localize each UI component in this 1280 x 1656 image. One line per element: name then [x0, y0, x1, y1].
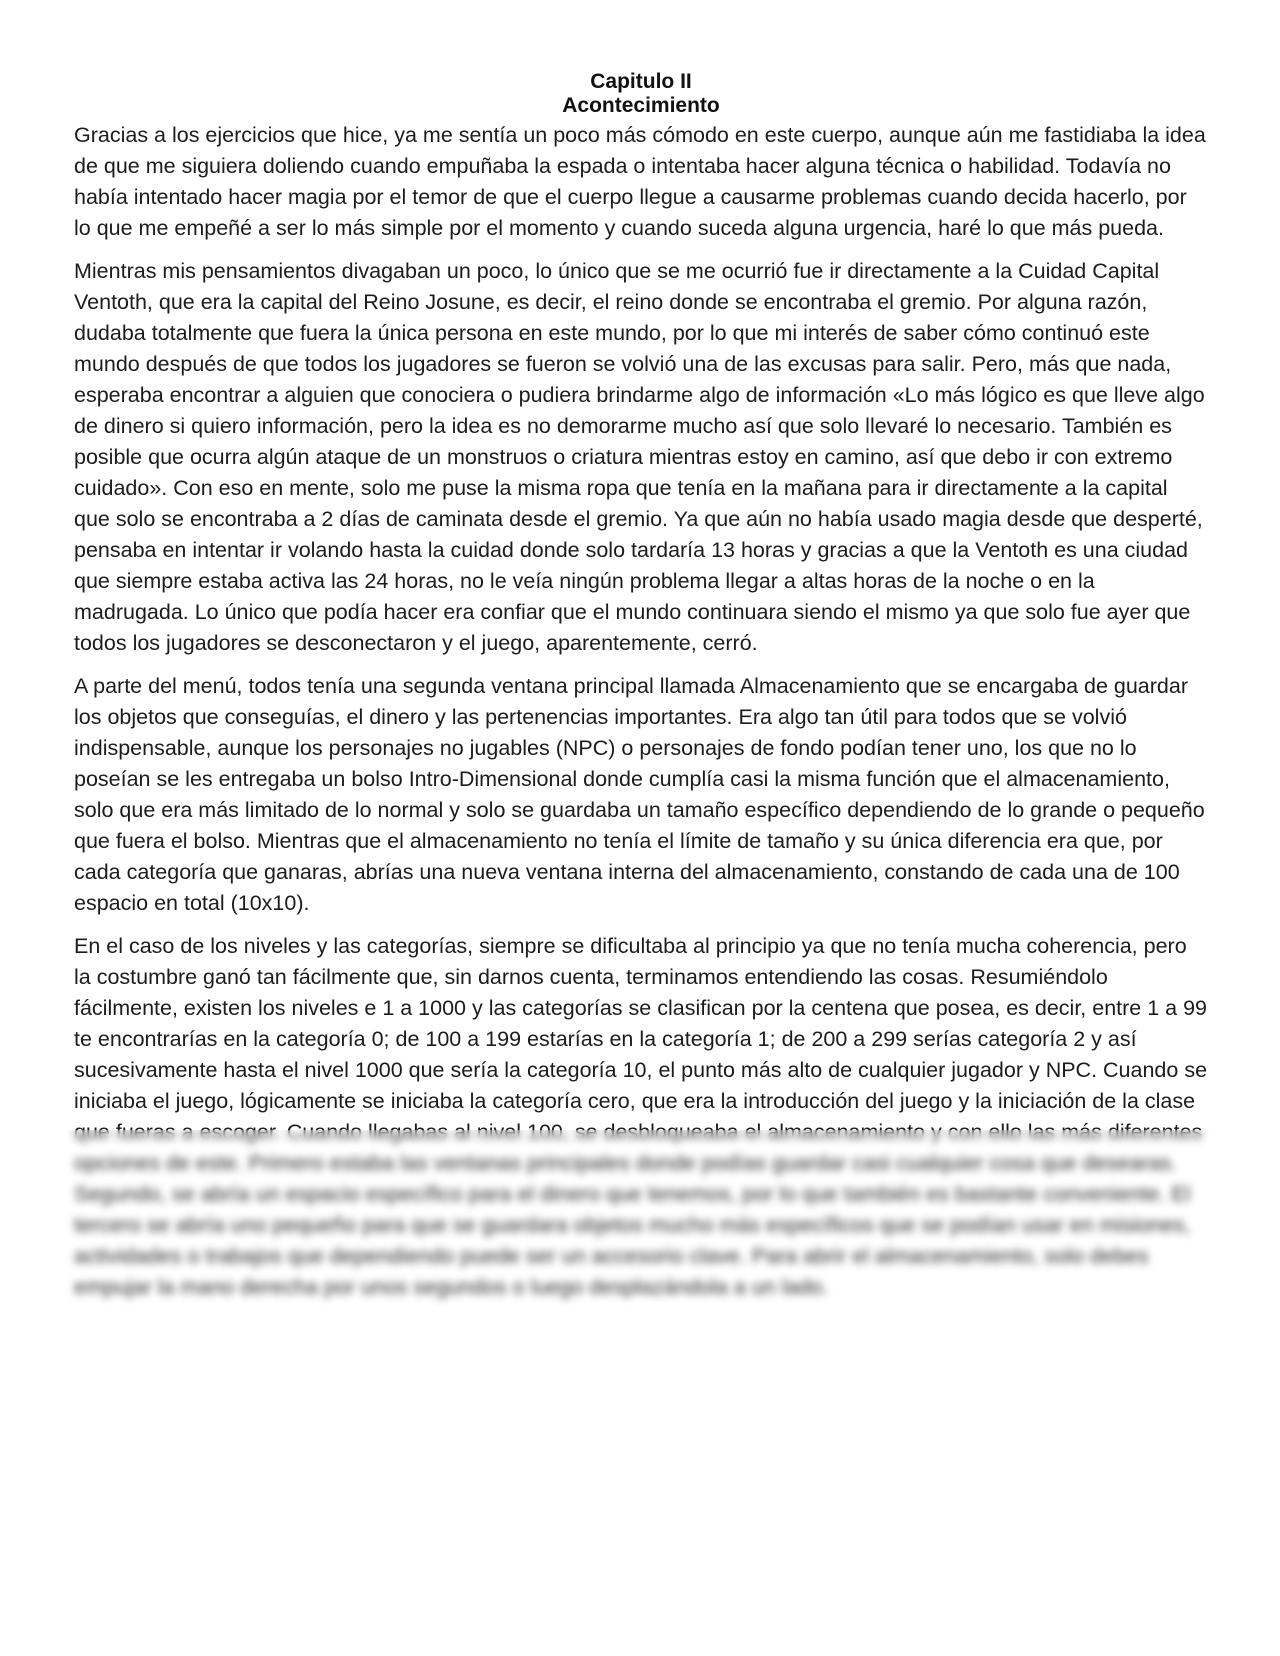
paragraph-2: Mientras mis pensamientos divagaban un poco, lo único que se me ocurrió fue ir directamente a la Cuidad Capital Ventoth, que era la capital del Reino Josune, es decir, el reino donde se encontraba el gremio. Por alguna razón, dudaba totalmente que fuera la única persona en este mundo, por lo que mi interés de saber cómo continuó este mundo después de que todos los jugadores se fueron se volvió una de las excusas para salir. Pero, más que nada, esperaba encontrar a alguien que conociera o pudiera brindarme algo de información «Lo más lógico es que lleve algo de dinero si quiero información, pero la idea es no demorarme mucho así que solo llevaré lo necesario. También es posible que ocurra algún ataque de un monstruos o criatura mientras estoy en camino, así que debo ir con extremo cuidado». Con eso en mente, solo me puse la misma ropa que tenía en la mañana para ir directamente a la capital que solo se encontraba a 2 días de caminata desde el gremio. Ya que aún no había usado magia desde que desperté, pensaba en intentar ir volando hasta la cuidad donde solo tardaría 13 horas y gracias a que la Ventoth es una ciudad que siempre estaba activa las 24 horas, no le veía ningún problema llegar a altas horas de la noche o en la madrugada. Lo único que podía hacer era confiar que el mundo continuara siendo el mismo ya que solo fue ayer que todos los jugadores se desconectaron y el juego, aparentemente, cerró.	[74, 259, 1205, 655]
document-body	[74, 120, 1208, 1303]
preview-blur-overlay	[0, 1130, 1280, 1530]
chapter-title: Capitulo II	[590, 70, 692, 93]
paragraph-4: En el caso de los niveles y las categorías, siempre se dificultaba al principio ya que no tenía mucha coherencia, pero la costumbre ganó tan fácilmente que, sin darnos cuenta, terminamos entendiendo las cosas. Resumiéndolo fácilmente, existen los niveles e 1 a 1000 y las categorías se clasifican por la centena que posea, es decir, entre 1 a 99 te encontrarías en la categoría 0; de 100 a 199 estarías en la categoría 1; de 200 a 299 serías categoría 2 y así sucesivamente hasta el nivel 1000 que sería la categoría 10, el punto más alto de cualquier jugador y NPC. Cuando se iniciaba el juego, lógicamente se iniciaba la categoría cero, que era la introducción del juego y la iniciación de la clase que fueras a escoger. Cuando llegabas al nivel 100, se desbloqueaba el almacenamiento y con ello las más diferentes opciones de este. Primero estaba las ventanas principales donde podías guardar casi cualquier cosa que desearas. Segundo, se abría un espacio específico para el dinero que tenemos, por lo que también es bastante conveniente. El tercero se abría uno pequeño para que se guardara objetos mucho más específicos que se podían usar en misiones, actividades o trabajos que dependiendo puede ser un accesorio clave. Para abrir el almacenamiento, solo debes empujar la mano derecha por unos segundos o luego desplazándola a un lado.	[74, 934, 1208, 1299]
paragraph-3: A parte del menú, todos tenía una segunda ventana principal llamada Almacenamiento que se encargaba de guardar los objetos que conseguías, el dinero y las pertenencias importantes. Era algo tan útil para todos que se volvió indispensable, aunque los personajes no jugables (NPC) o personajes de fondo podían tener uno, los que no lo poseían se les entregaba un bolso Intro-Dimensional donde cumplía casi la misma función que el almacenamiento, solo que era más limitado de lo normal y solo se guardaba un tamaño específico dependiendo de lo grande o pequeño que fuera el bolso. Mientras que el almacenamiento no tenía el límite de tamaño y su única diferencia era que, por cada categoría que ganaras, abrías una nueva ventana interna del almacenamiento, constando de cada una de 100 espacio en total (10x10).	[74, 674, 1205, 915]
chapter-subtitle: Acontecimiento	[562, 94, 720, 117]
paragraph-1: Gracias a los ejercicios que hice, ya me sentía un poco más cómodo en este cuerpo, aunque aún me fastidiaba la idea de que me siguiera doliendo cuando empuñaba la espada o intentaba hacer alguna técnica o habilidad. Todavía no había intentado hacer magia por el temor de que el cuerpo llegue a causarme problemas cuando decida hacerlo, por lo que me empeñé a ser lo más simple por el momento y cuando suceda alguna urgencia, haré lo que más pueda.	[74, 123, 1206, 240]
document-page	[74, 70, 1208, 1315]
